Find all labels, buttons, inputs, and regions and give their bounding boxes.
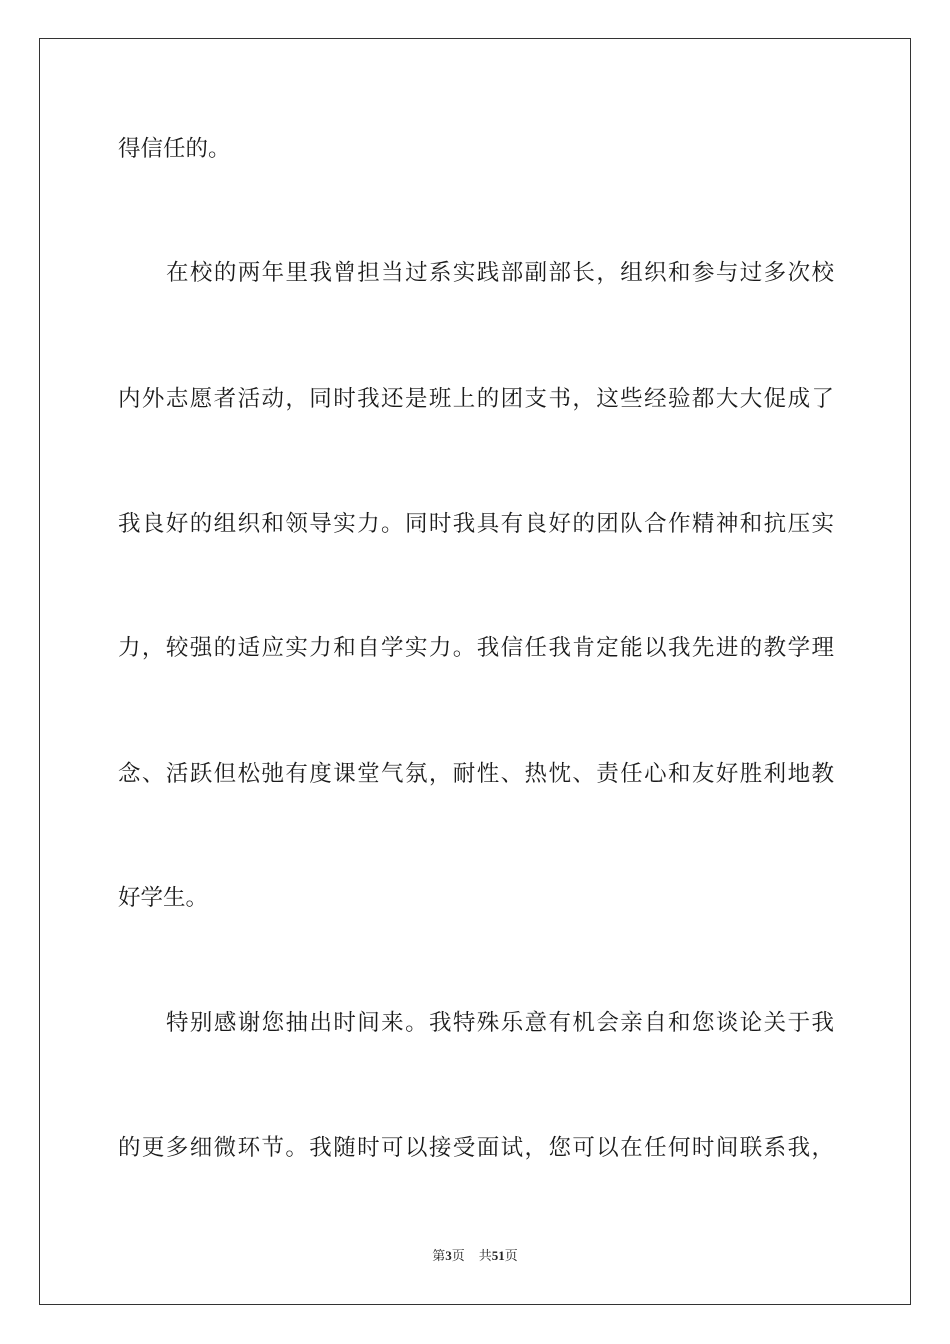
total-prefix: 共 xyxy=(478,1249,492,1264)
page-number: 3 xyxy=(445,1248,452,1263)
page-suffix: 页 xyxy=(451,1249,465,1264)
total-pages: 51 xyxy=(491,1248,505,1263)
text-line-7: 好学生。 xyxy=(118,885,209,911)
text-line-4: 我良好的组织和领导实力。同时我具有良好的团队合作精神和抗压实 xyxy=(118,511,834,537)
page-prefix: 第 xyxy=(432,1249,446,1264)
text-line-2: 在校的两年里我曾担当过系实践部副部长，组织和参与过多次校 xyxy=(166,260,834,286)
text-line-5: 力，较强的适应实力和自学实力。我信任我肯定能以我先进的教学理 xyxy=(118,635,834,661)
page-footer xyxy=(0,1247,950,1266)
text-line-1: 得信任的。 xyxy=(118,136,231,162)
total-suffix: 页 xyxy=(504,1249,518,1264)
page-border xyxy=(39,38,911,1305)
text-line-6: 念、活跃但松弛有度课堂气氛，耐性、热忱、责任心和友好胜利地教 xyxy=(118,761,834,787)
text-line-3: 内外志愿者活动，同时我还是班上的团支书，这些经验都大大促成了 xyxy=(118,386,834,412)
text-line-9: 的更多细微环节。我随时可以接受面试，您可以在任何时间联系我， xyxy=(118,1135,834,1161)
text-line-8: 特别感谢您抽出时间来。我特殊乐意有机会亲自和您谈论关于我 xyxy=(166,1010,834,1036)
